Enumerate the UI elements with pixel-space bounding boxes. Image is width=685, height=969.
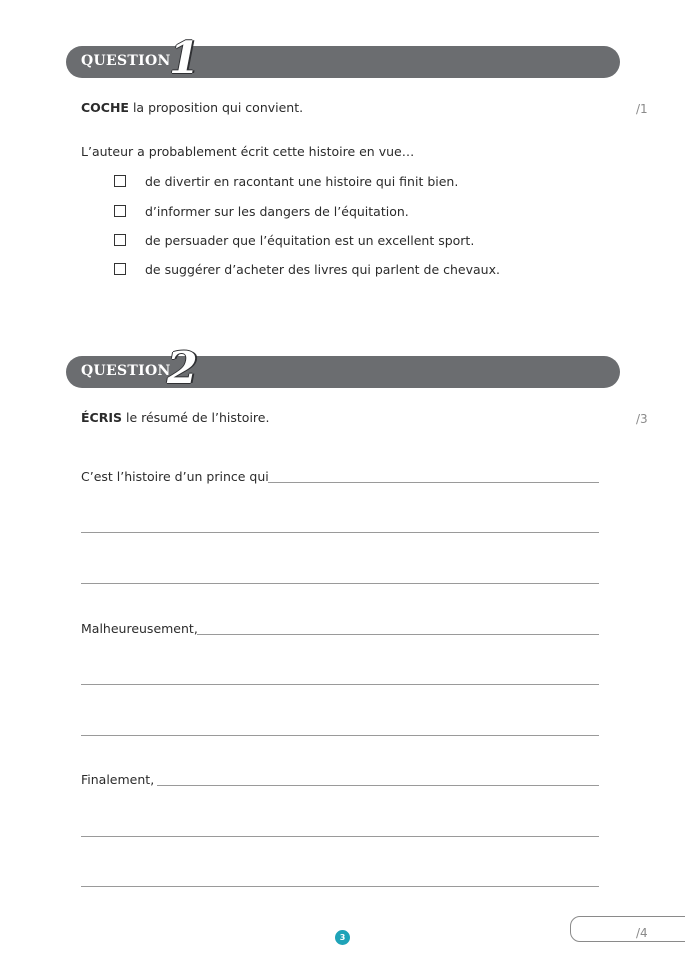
option-4-label: de suggérer d’acheter des livres qui parlent de chevaux. bbox=[145, 262, 500, 277]
total-score: /4 bbox=[636, 926, 648, 940]
summary-prompt-2: Malheureusement, bbox=[81, 621, 198, 636]
answer-line[interactable] bbox=[81, 532, 599, 533]
question-2-number: 2 bbox=[167, 343, 198, 394]
answer-line[interactable] bbox=[81, 583, 599, 584]
option-3[interactable] bbox=[114, 233, 474, 249]
option-3-label: de persuader que l’équitation est un excellent sport. bbox=[145, 233, 475, 248]
summary-prompt-3: Finalement, bbox=[81, 772, 155, 787]
option-1-checkbox[interactable] bbox=[114, 175, 126, 187]
option-1-label: de divertir en racontant une histoire qui finit bien. bbox=[145, 174, 459, 189]
answer-line[interactable] bbox=[81, 836, 599, 837]
question-1-stem: L’auteur a probablement écrit cette histoire en vue… bbox=[81, 144, 415, 159]
question-2-score: /3 bbox=[636, 412, 648, 426]
question-1-number: 1 bbox=[169, 33, 200, 84]
question-1-instruction-text: la proposition qui convient. bbox=[128, 100, 304, 115]
option-4[interactable] bbox=[114, 262, 500, 278]
page-number-badge: 3 bbox=[335, 930, 350, 945]
option-4-checkbox[interactable] bbox=[114, 263, 126, 275]
question-1-instruction-verb: COCHE bbox=[81, 100, 129, 115]
option-3-checkbox[interactable] bbox=[114, 234, 126, 246]
option-2[interactable] bbox=[114, 204, 409, 220]
answer-line[interactable] bbox=[81, 886, 599, 887]
answer-line[interactable] bbox=[157, 785, 599, 786]
answer-line[interactable] bbox=[81, 684, 599, 685]
question-2-label: QUESTION bbox=[81, 363, 171, 379]
question-1-label: QUESTION bbox=[81, 53, 171, 69]
question-2-instruction-text: le résumé de l’histoire. bbox=[122, 410, 270, 425]
answer-line[interactable] bbox=[81, 735, 599, 736]
option-2-checkbox[interactable] bbox=[114, 205, 126, 217]
question-1-instruction bbox=[81, 100, 303, 116]
summary-prompt-1: C’est l’histoire d’un prince qui bbox=[81, 469, 269, 484]
total-score-box bbox=[570, 916, 685, 942]
answer-line[interactable] bbox=[268, 482, 599, 483]
question-2-instruction bbox=[81, 410, 269, 426]
answer-line[interactable] bbox=[197, 634, 599, 635]
question-2-header bbox=[66, 343, 620, 394]
option-2-label: d’informer sur les dangers de l’équitation. bbox=[145, 204, 409, 219]
option-1[interactable] bbox=[114, 174, 458, 190]
question-2-instruction-verb: ÉCRIS bbox=[81, 410, 122, 425]
question-1-header bbox=[66, 33, 620, 84]
question-1-score: /1 bbox=[636, 102, 648, 116]
